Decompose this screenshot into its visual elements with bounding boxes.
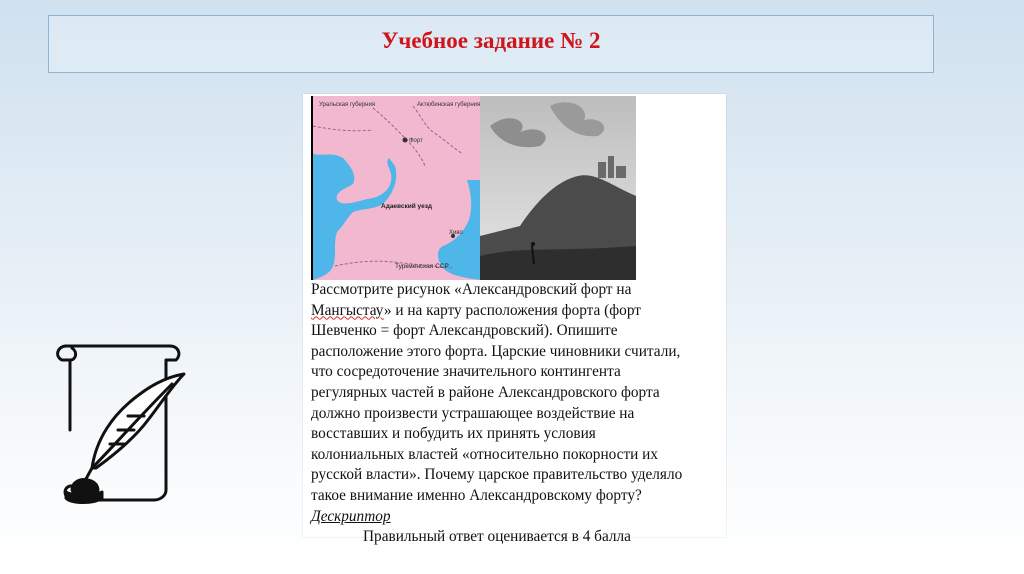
historical-map xyxy=(311,96,482,280)
spellcheck-word: Мангыстау xyxy=(311,301,384,319)
quill-scroll-icon xyxy=(52,340,192,505)
map-label-khiva: Хиво xyxy=(449,230,463,236)
task-card xyxy=(303,94,726,546)
descriptor-heading: Дескриптор xyxy=(311,507,391,525)
title-box xyxy=(48,15,934,73)
task-line: Шевченко = форт Александровский). Опишите xyxy=(311,322,618,340)
task-line: колониальных властей «относительно покорности их xyxy=(311,445,658,463)
task-line: что сосредоточение значительного контингента xyxy=(311,363,621,381)
task-line: регулярных частей в районе Александровского форта xyxy=(311,383,660,401)
answer-criteria: Правильный ответ оценивается в 4 балла xyxy=(363,528,631,546)
task-line: русской власти». Почему царское правительство уделяло xyxy=(311,466,683,484)
slide-title: Учебное задание № 2 xyxy=(381,28,601,53)
fort-engraving-image xyxy=(480,96,636,280)
task-line: такое внимание именно Александровскому форту? xyxy=(311,486,642,504)
map-label-aktobe: Актюбинская губерния xyxy=(417,102,481,108)
task-text xyxy=(311,280,723,548)
map-label-turkmen-ssr: Туркменская ССР xyxy=(395,263,449,270)
task-line: Рассмотрите рисунок «Александровский форт на xyxy=(311,281,632,298)
task-line-2: Мангыстау» и на карту расположения форта (форт xyxy=(311,301,641,319)
task-line: расположение этого форта. Царские чиновники считали, xyxy=(311,342,681,360)
task-line: восставших и побудить их принять условия xyxy=(311,425,596,443)
map-label-uralsk: Уральская губерния xyxy=(319,102,376,108)
task-line: должно произвести устрашающее воздействие на xyxy=(311,404,635,422)
map-label-adaev-uezd: Адаевский уезд xyxy=(381,203,433,210)
map-label-fort: Форт xyxy=(409,138,423,144)
